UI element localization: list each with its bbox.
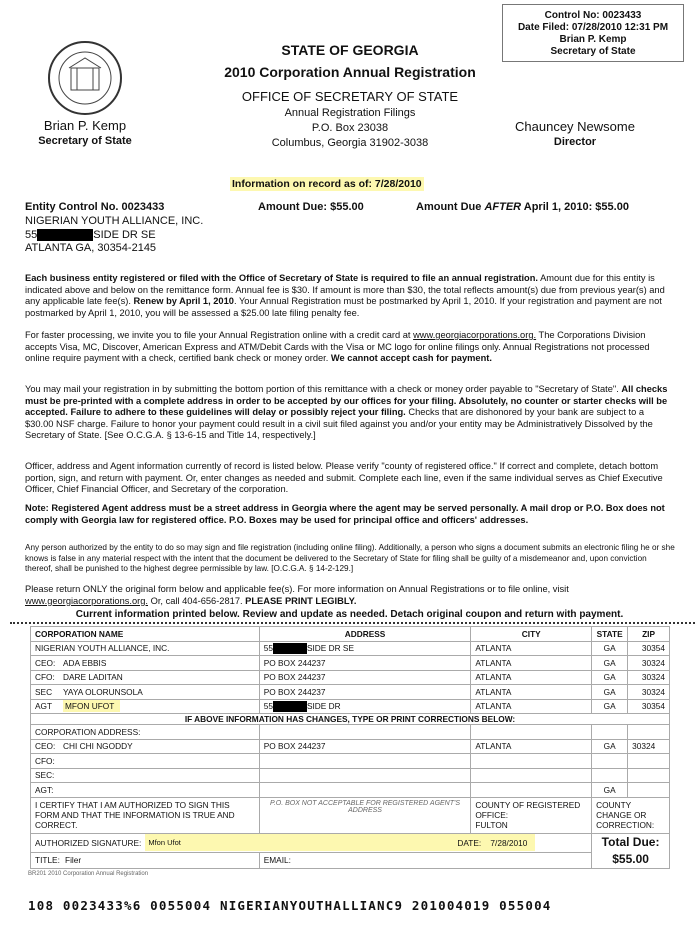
title-field[interactable]: TITLE: Filer — [31, 852, 260, 868]
total-due: Total Due: $55.00 — [592, 833, 670, 868]
entity-address: NIGERIAN YOUTH ALLIANCE, INC. 55 SIDE DR SE ATLANTA GA, 30354-2145 — [25, 215, 204, 254]
stamp-date: Date Filed: 07/28/2010 12:31 PM — [517, 22, 669, 33]
correction-row[interactable]: AGT: GA — [31, 783, 670, 798]
website-link[interactable]: www.georgiacorporations.org. — [413, 330, 537, 340]
table-row: SEC YAYA OLORUNSOLA PO BOX 244237 ATLANTA GA 30324 — [31, 685, 670, 700]
correction-row[interactable]: CEO: CHI CHI NGODDY PO BOX 244237 ATLANTA GA 30324 — [31, 739, 670, 754]
signature-row[interactable]: AUTHORIZED SIGNATURE: Mfon Ufot DATE: 7/28/2010 — [31, 833, 592, 852]
office-name: OFFICE OF SECRETARY OF STATE — [241, 89, 459, 104]
correction-row[interactable]: CORPORATION ADDRESS: — [31, 725, 670, 740]
table-row: AGT MFON UFOT 55 SIDE DR ATLANTA GA 30354 — [31, 699, 670, 714]
info-on-record: Information on record as of: 7/28/2010 — [232, 178, 422, 190]
po-box-note: P.O. BOX NOT ACCEPTABLE FOR REGISTERED AGENT'S ADDRESS — [259, 797, 471, 833]
paragraph-return: Please return ONLY the original form below and applicable fee(s). For more information on Annual Registrations or to file online, visit www.georgiacorporations.org. Or, call 404-656-2817. PLEASE PRINT LEGIBLY. — [25, 584, 569, 606]
certify-statement: I CERTIFY THAT I AM AUTHORIZED TO SIGN THIS FORM AND THAT THE INFORMATION IS TRUE AND CORRECT. — [31, 797, 260, 833]
stamp-name: Brian P. Kemp — [559, 34, 627, 45]
paragraph-checks: You may mail your registration in by submitting the bottom portion of this remittance with a check or money order payable to "Secretary of State". All checks must be pre-printed with a complete address in order to be accepted by our offices for your filing. Absolutely, no counter or starter checks will be accepted. Failure to adhere to these guidelines will delay or possibly reject your filing. Checks that are dishonored by your bank are subject to a $30.00 NSF charge. Failure to honor your payment could result in a civil suit filed against you and/or your entity may be Administratively Dissolved by the Secretary of State. [See O.C.G.A. § 13-6-15 and Title 14, respectively.] — [25, 384, 668, 440]
paragraph-verify: Officer, address and Agent information currently of record is listed below. Please verify "county of registered office." If correct and complete, detach bottom portion, sign, and return with payment. Or, enter changes as needed and submit. Complete each line, even if the same individual serves as Chief Executive Officer, Chief Financial Officer, and Secretary of the corporation. — [25, 461, 663, 494]
director-name: Chauncey Newsome — [515, 119, 635, 134]
table-row: CEO: ADA EBBIS PO BOX 244237 ATLANTA GA 30324 — [31, 656, 670, 671]
georgia-seal-icon — [47, 40, 123, 116]
office-line1: Annual Registration Filings — [284, 107, 416, 119]
table-row: CFO: DARE LADITAN PO BOX 244237 ATLANTA GA 30324 — [31, 670, 670, 685]
amount-due-after: Amount Due AFTER April 1, 2010: $55.00 — [416, 201, 629, 213]
entity-control-no: Entity Control No. 0023433 — [25, 201, 165, 213]
signature-value: Mfon Ufot — [148, 838, 181, 848]
detach-instruction: Current information printed below. Review and update as needed. Detach original coupon and return with payment. — [75, 609, 624, 620]
redaction — [37, 229, 93, 241]
secretary-name: Brian P. Kemp — [43, 118, 127, 133]
filing-stamp — [502, 4, 684, 62]
form-title: 2010 Corporation Annual Registration — [224, 64, 476, 80]
paragraph-online: For faster processing, we invite you to file your Annual Registration online with a credit card at www.georgiacorporations.org. The Corporations Division accepts Visa, MC, Discover, American Express and ATM/Debit Cards with the Visa or MC logo for online filings only. Annual Registrations not processed online require payment with a check, certified bank check or money order. We cannot accept cash for payment. — [25, 330, 650, 363]
paragraph-authorized: Any person authorized by the entity to do so may sign and file registration (including online filing). Additionally, a person who signs a document submits an electronic filing he or she knows is false in any material respect with the intent that the document be delivered to the Secretary of State for filing shall be guilty of a misdemeanor and, upon conviction thereof, shall be punished to the highest degree permissible by law. [O.C.G.A. § 14-2-129.] — [25, 543, 675, 573]
county-change[interactable]: COUNTY CHANGE OR CORRECTION: — [592, 797, 670, 833]
office-line3: Columbus, Georgia 31902-3038 — [271, 137, 429, 149]
email-field[interactable]: EMAIL: — [259, 852, 591, 868]
date-value: 7/28/2010 — [490, 837, 528, 848]
secretary-title: Secretary of State — [38, 135, 132, 147]
paragraph-fees: Each business entity registered or filed with the Office of Secretary of State is required to file an annual registration. Amount due for this entity is indicated above and below on the remittance form. Annual fee is $30. If amount is more than $30, the total reflects amount(s) due from previous year(s) and any applicable late fee(s). Renew by April 1, 2010. Your Annual Registration must be postmarked by April 1, 2010. If your registration and payment are not postmarked by April 1, 2010, you will be assessed a $25.00 late filing penalty fee. — [25, 273, 665, 318]
table-row: NIGERIAN YOUTH ALLIANCE, INC. 55 SIDE DR SE ATLANTA GA 30354 — [31, 641, 670, 656]
header-state: STATE OF GEORGIA — [281, 42, 419, 58]
county-value: FULTON — [475, 819, 508, 830]
website-link-2[interactable]: www.georgiacorporations.org. — [25, 595, 148, 606]
amount-due: Amount Due: $55.00 — [258, 201, 364, 213]
detach-line — [10, 622, 695, 624]
stamp-control: Control No: 0023433 — [544, 10, 642, 21]
changes-header: IF ABOVE INFORMATION HAS CHANGES, TYPE OR PRINT CORRECTIONS BELOW: — [31, 714, 670, 725]
office-line2: P.O. Box 23038 — [311, 122, 389, 134]
table-header: CORPORATION NAME ADDRESS CITY STATE ZIP — [31, 627, 670, 642]
stamp-title: Secretary of State — [550, 46, 636, 57]
ocr-scanline: 108 0023433%6 0055004 NIGERIANYOUTHALLIANC9 201004019 055004 — [28, 898, 552, 913]
correction-row[interactable]: CFO: — [31, 754, 670, 769]
paragraph-agent-note: Note: Registered Agent address must be a street address in Georgia where the agent may be served personally. A mail drop or P.O. Box does not comply with Georgia law for registered office. P.O. Boxes may be used for principal office and officers' addresses. — [25, 503, 665, 525]
form-id: BR201 2010 Corporation Annual Registration — [28, 871, 149, 877]
correction-row[interactable]: SEC: — [31, 768, 670, 783]
remittance-form — [30, 626, 670, 869]
director-title: Director — [553, 136, 597, 148]
county-cell[interactable]: COUNTY OF REGISTERED OFFICE: FULTON — [471, 797, 592, 833]
